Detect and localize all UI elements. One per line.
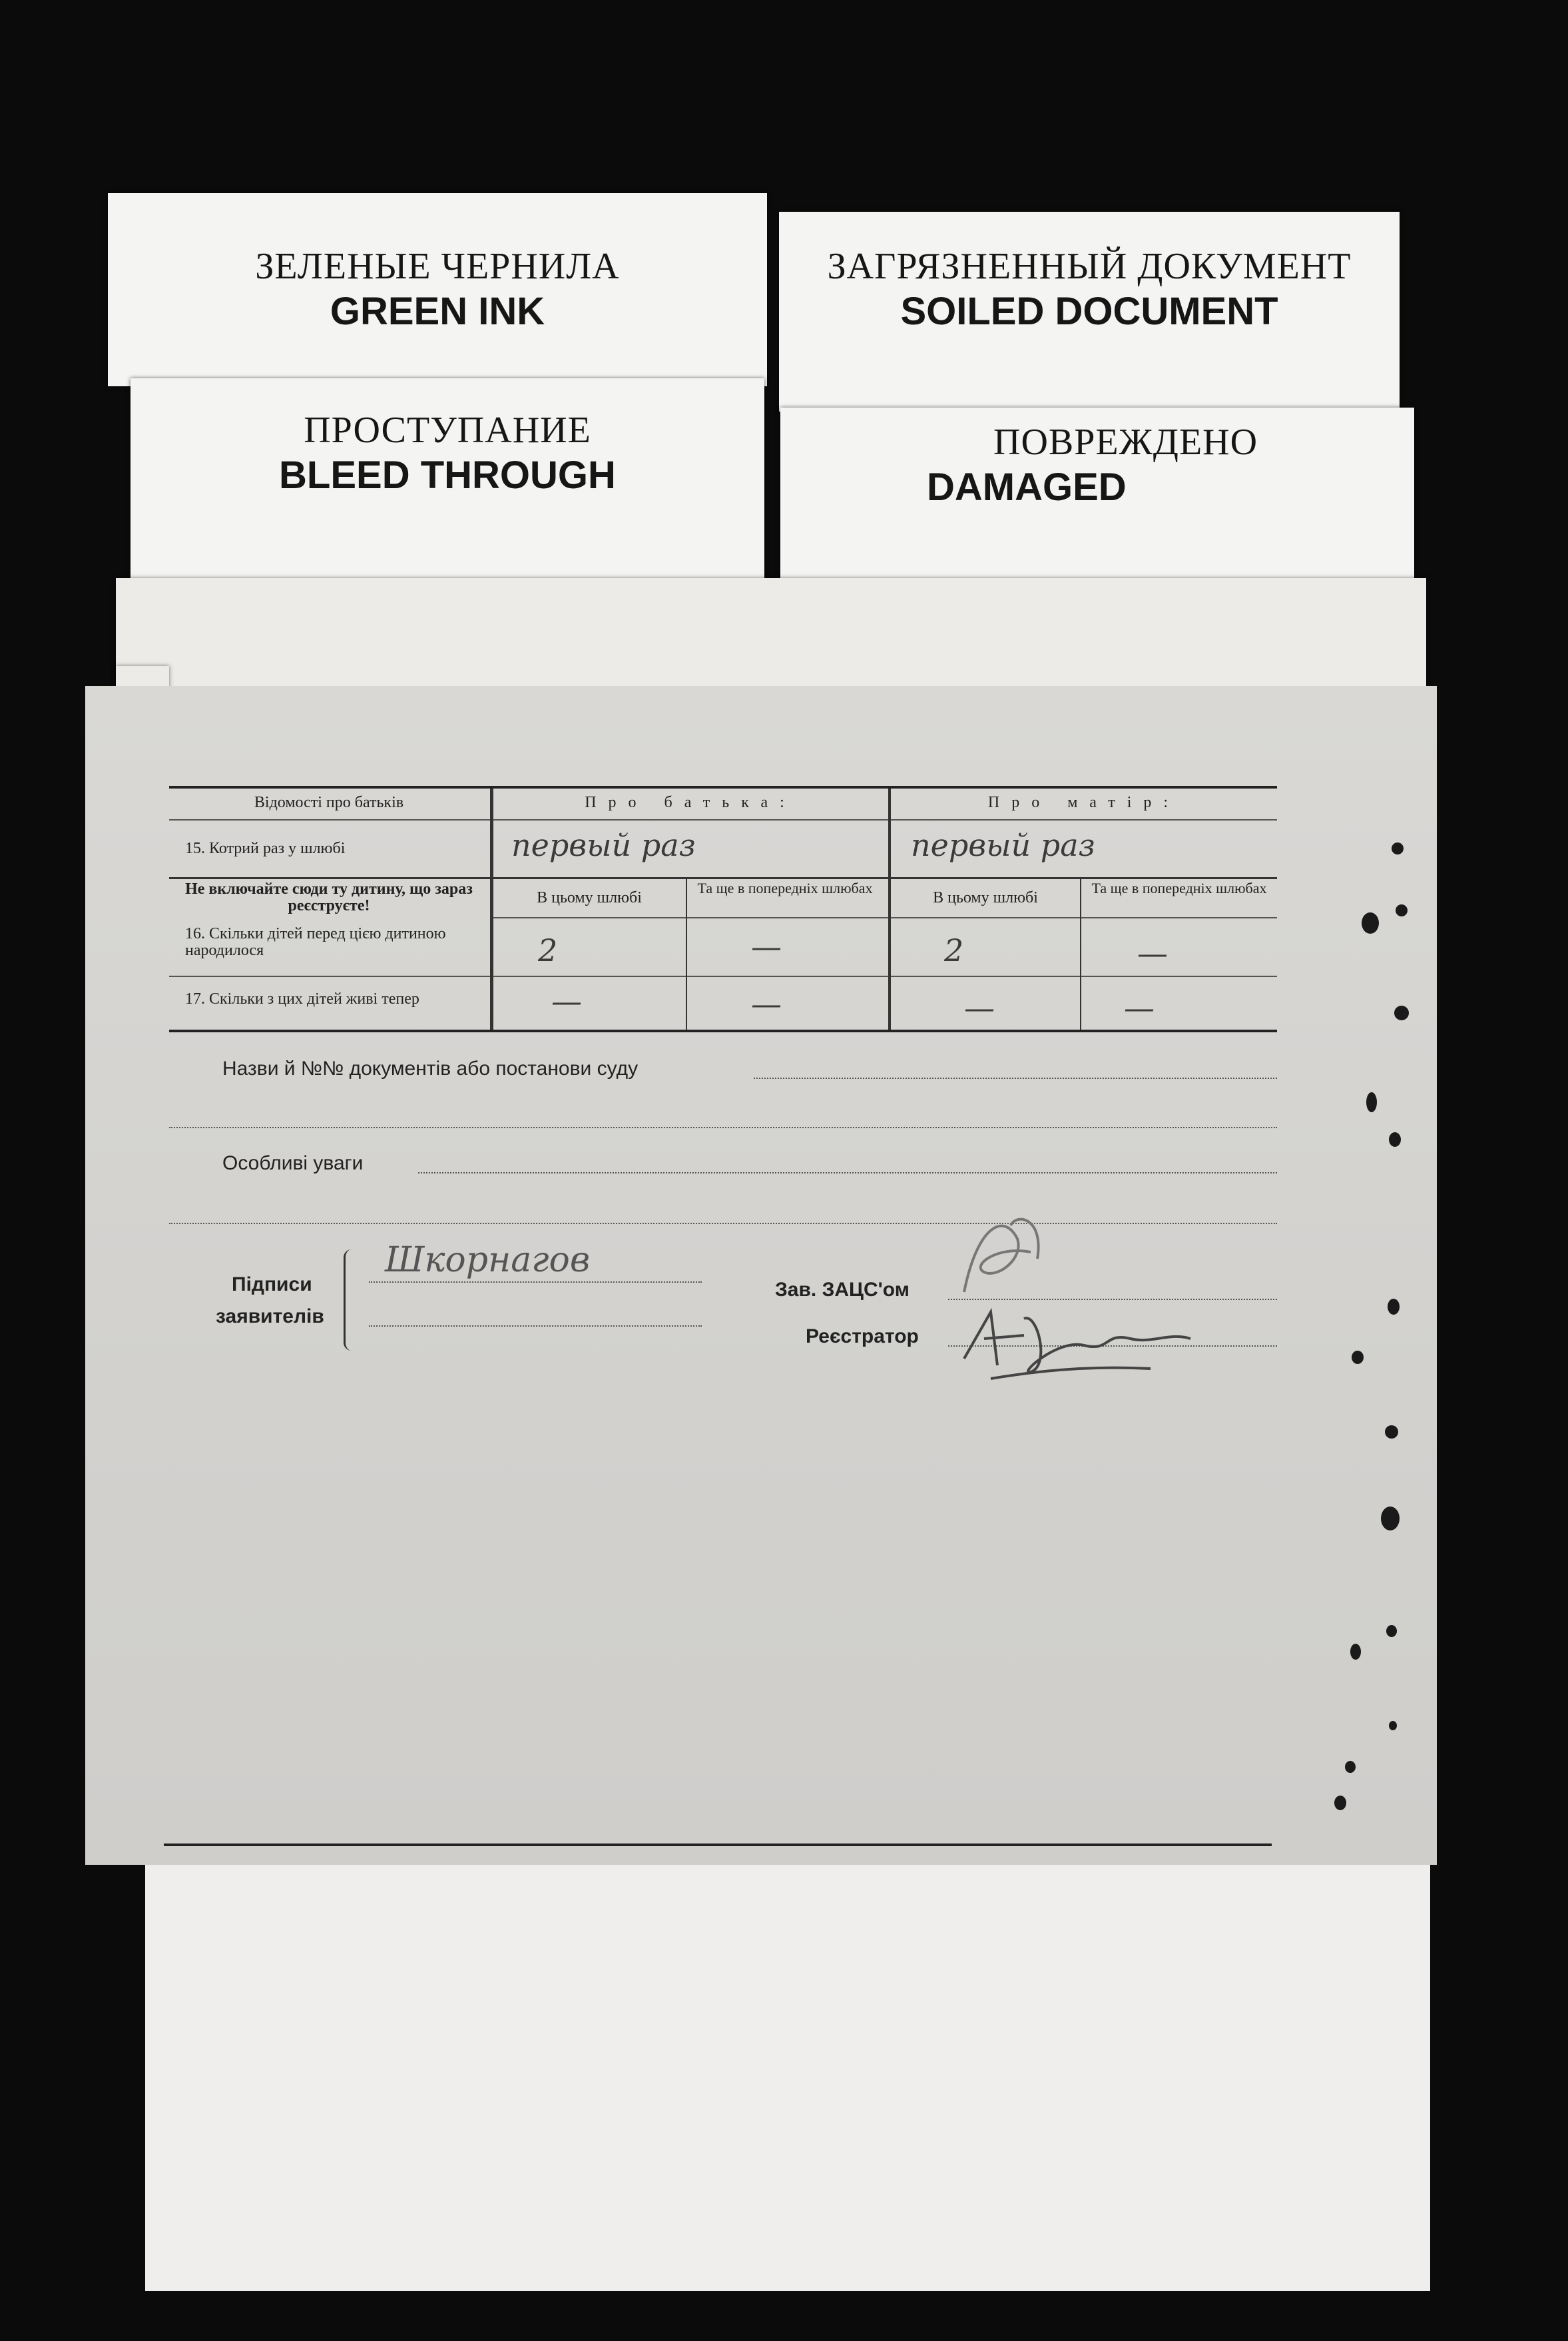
notes-line-2 xyxy=(169,1223,1277,1224)
applicant-signature: Шкорнагов xyxy=(385,1240,591,1280)
row15-father-value: первый раз xyxy=(511,827,696,863)
father-previous-header: Та ще в попередніх шлюбах xyxy=(697,880,873,896)
row16-mother-current: 2 xyxy=(944,932,964,968)
soiled-document-card xyxy=(779,212,1400,412)
green-ink-en: GREEN INK xyxy=(330,290,545,333)
father-in-marriage-header: В цьому шлюбі xyxy=(537,889,642,906)
bleed-through-card xyxy=(131,378,764,591)
bleed-through-ru: ПРОСТУПАНИЕ xyxy=(304,410,591,451)
col-divider-4 xyxy=(1080,879,1081,1030)
documents-label: Назви й №№ документів або постанови суду xyxy=(222,1058,639,1080)
subheader-bottom-rule xyxy=(491,917,1277,918)
underlying-sheet xyxy=(116,578,1426,691)
green-ink-ru: ЗЕЛЕНЫЕ ЧЕРНИЛА xyxy=(255,246,620,287)
row16-father-prev: — xyxy=(751,928,782,964)
applicant-signature-line-2 xyxy=(369,1325,702,1327)
row15-bottom-rule xyxy=(169,877,1277,879)
row15-mother-value: первый раз xyxy=(911,827,1095,863)
row15-label: 15. Котрий раз у шлюбі xyxy=(185,840,346,857)
header-mother: Про матір: xyxy=(987,794,1180,811)
form-bottom-rule xyxy=(164,1843,1272,1846)
registrar-label: Реєстратор xyxy=(806,1325,919,1347)
notes-label: Особливі уваги xyxy=(222,1152,364,1174)
head-label: Зав. ЗАЦС'ом xyxy=(775,1279,910,1301)
table-bottom-rule xyxy=(169,1030,1277,1032)
mother-in-marriage-header: В цьому шлюбі xyxy=(933,889,1038,906)
punch-hole xyxy=(1352,1351,1364,1364)
punch-hole xyxy=(1350,1644,1361,1660)
table-header-rule xyxy=(169,819,1277,821)
damaged-en: DAMAGED xyxy=(927,466,1127,509)
punch-hole xyxy=(1396,904,1408,916)
row17-mother-current: — xyxy=(964,990,995,1026)
signatures-label-2: заявителів xyxy=(216,1305,324,1327)
punch-hole xyxy=(1345,1761,1356,1773)
punch-hole xyxy=(1386,1625,1397,1637)
punch-hole xyxy=(1389,1132,1401,1147)
row16-label: 16. Скільки дітей перед цією дитиною народилося xyxy=(185,925,446,960)
punch-hole xyxy=(1385,1425,1398,1439)
mother-previous-header: Та ще в попередніх шлюбах xyxy=(1091,880,1267,896)
row17-father-prev: — xyxy=(751,986,782,1022)
bleed-through-en: BLEED THROUGH xyxy=(279,454,616,497)
documents-line-1 xyxy=(754,1078,1277,1079)
row17-father-current: — xyxy=(551,983,582,1019)
punch-hole xyxy=(1392,842,1404,854)
table-top-rule xyxy=(169,786,1277,789)
punch-hole xyxy=(1362,912,1379,934)
row17-label: 17. Скільки з цих дітей живі тепер xyxy=(185,990,419,1008)
punch-hole xyxy=(1389,1721,1397,1730)
row17-mother-prev: — xyxy=(1124,990,1155,1026)
soiled-document-en: SOILED DOCUMENT xyxy=(900,290,1278,333)
col-divider-2 xyxy=(888,789,891,1030)
col-divider-3 xyxy=(686,879,687,1030)
lower-page xyxy=(145,1865,1430,2291)
notes-line-1 xyxy=(418,1172,1277,1173)
registration-form xyxy=(85,686,1437,1865)
header-parents-info: Відомості про батьків xyxy=(254,794,404,811)
row16-mother-prev: — xyxy=(1137,935,1168,971)
damaged-ru: ПОВРЕЖДЕНО xyxy=(993,422,1258,463)
punch-hole xyxy=(1334,1796,1346,1810)
punch-hole xyxy=(1381,1506,1400,1530)
punch-hole xyxy=(1394,1006,1409,1020)
row16-bottom-rule xyxy=(169,976,1277,977)
damaged-card xyxy=(780,408,1414,607)
registrar-signature-scribble xyxy=(951,1299,1244,1392)
green-ink-card xyxy=(108,193,767,386)
documents-line-2 xyxy=(169,1127,1277,1128)
header-father: Про батька: xyxy=(585,794,796,811)
signatures-brace xyxy=(344,1249,358,1351)
soiled-document-ru: ЗАГРЯЗНЕННЫЙ ДОКУМЕНТ xyxy=(827,246,1352,287)
row16-father-current: 2 xyxy=(538,932,558,968)
subheader-note: Не включайте сюди ту дитину, що зараз реєструєте! xyxy=(185,880,473,915)
signatures-label-1: Підписи xyxy=(232,1273,312,1295)
applicant-signature-line-1 xyxy=(369,1281,702,1283)
punch-hole xyxy=(1388,1299,1400,1315)
punch-hole xyxy=(1366,1092,1377,1112)
